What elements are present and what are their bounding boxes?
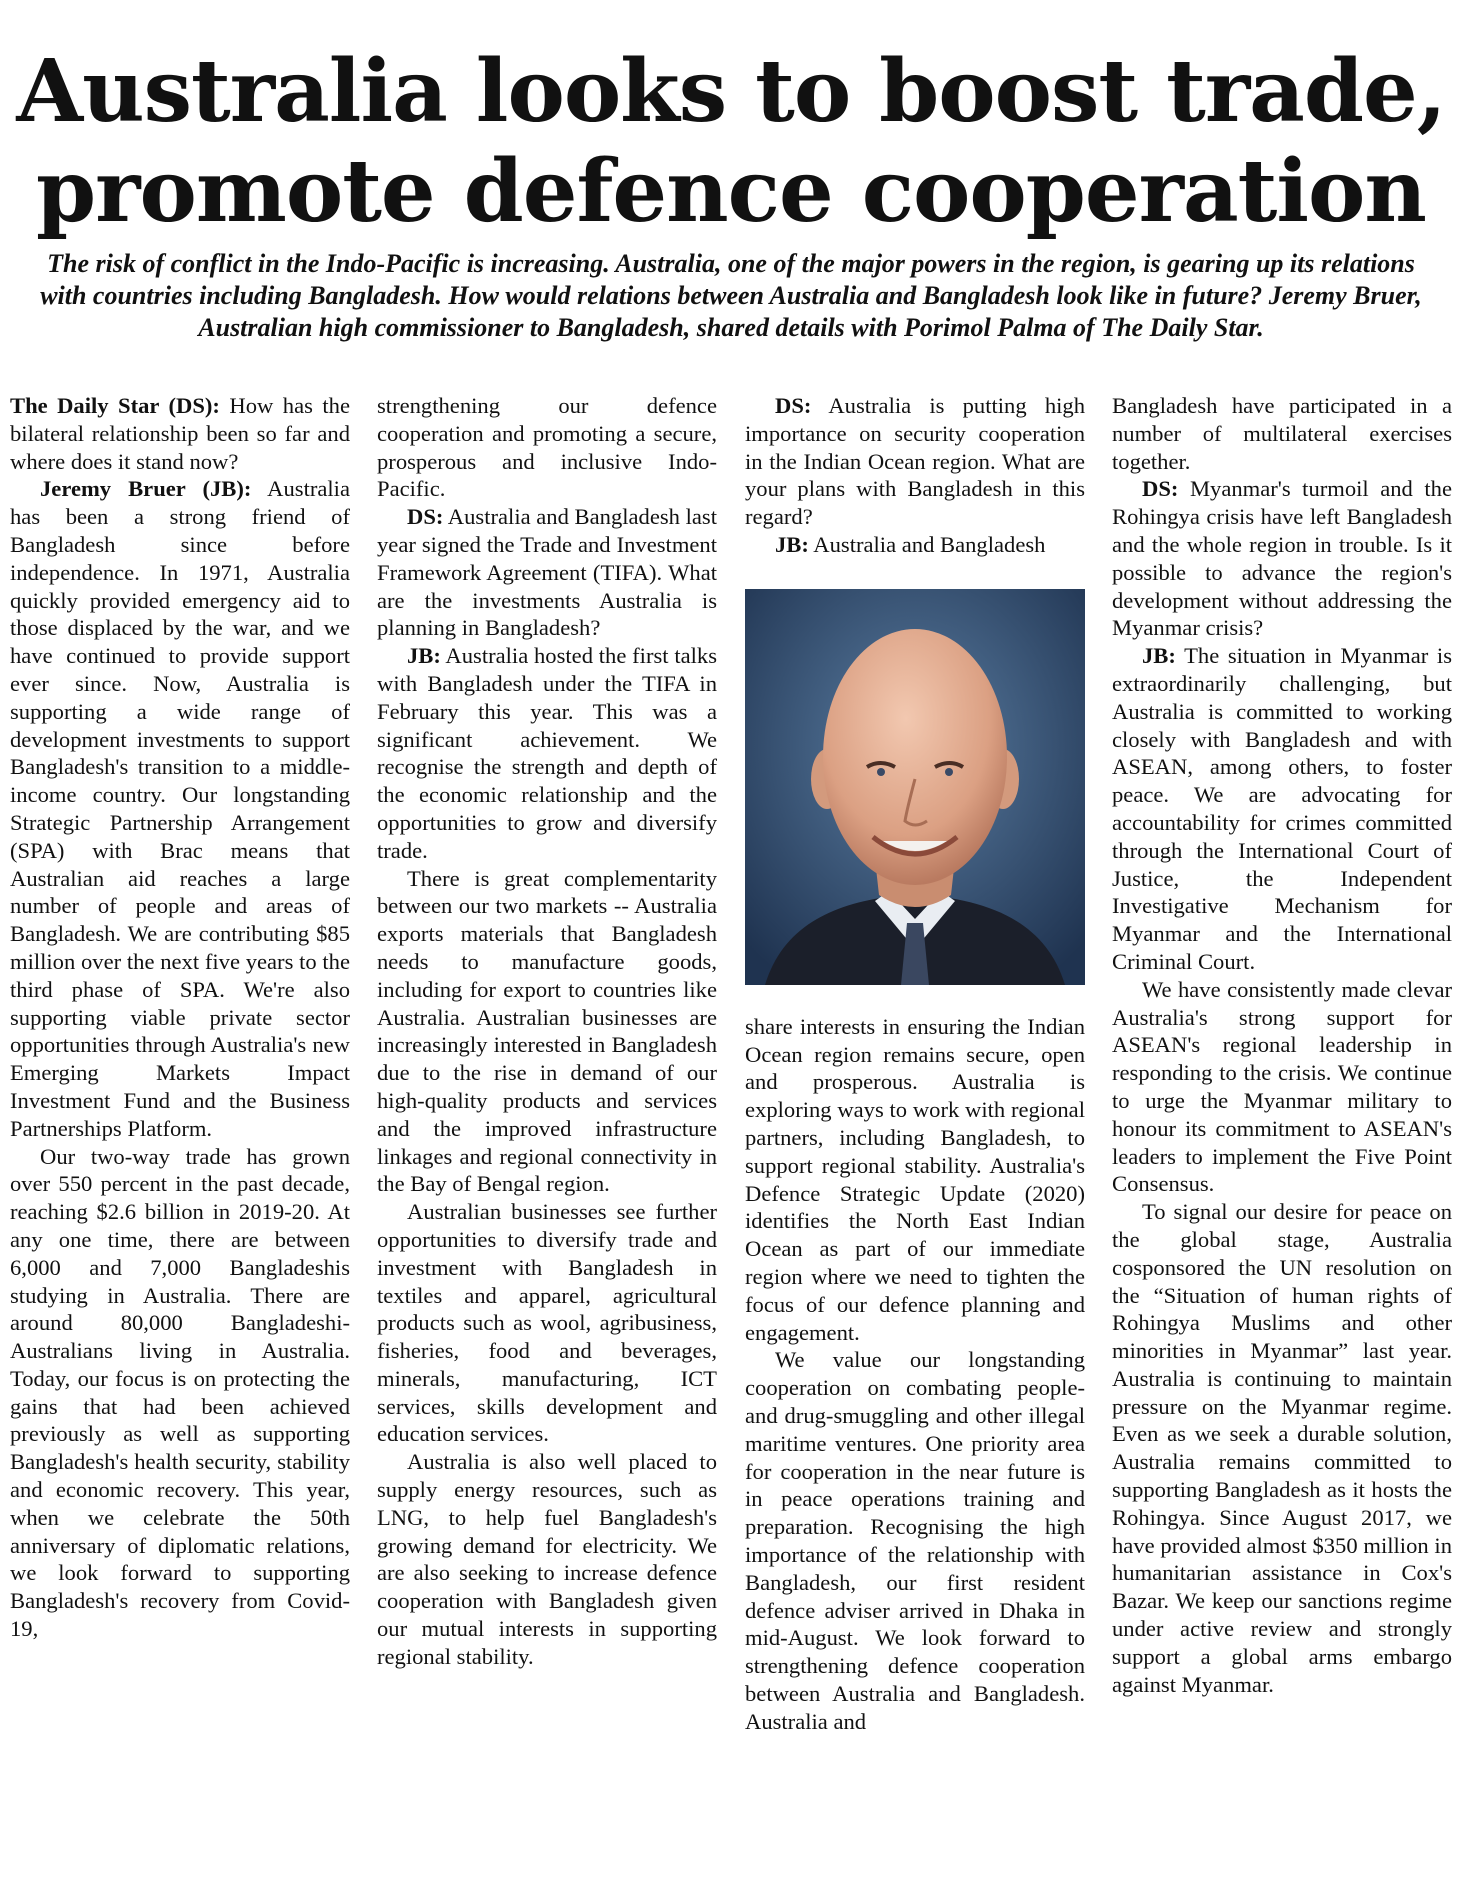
paragraph-text: Australia is putting high importance on security cooperation in the Indian Ocean region. What are your plans with Bangladesh in this regard? [745,393,1085,530]
paragraph [1112,475,1452,642]
paragraph-text: Australia and Bangladesh last year signed the Trade and Investment Framework Agreement (TIFA). What are the investments Australia is planning in Bangladesh? [377,504,717,641]
column-1 [10,392,350,1882]
column-3 [745,392,1085,1882]
headline-line-2: promote defence cooperation [36,141,1426,242]
paragraph-text: Australia has been a strong friend of Bangladesh since before independence. In 1971, Australia quickly provided emergency aid to those displaced by the war, and we have continued to provide support ever since. Now, Australia is supporting a wide range of development investments to support Bangladesh's transition to a middle-income country. Our longstanding Strategic Partnership Arrangement (SPA) with Brac means that Australian aid reaches a large number of people and areas of Bangladesh. We are contributing $85 million over the next five years to the third phase of SPA. We're also supporting viable private sector opportunities through Australia's new Emerging Markets Impact Investment Fund and the Business Partnerships Platform. [10,476,350,1141]
paragraph: strengthening our defence cooperation and promoting a secure, prosperous and inclusive Indo-Pacific. [377,393,717,502]
headline-line-1: Australia looks to boost trade, [16,41,1446,142]
paragraph: To signal our desire for peace on the global stage, Australia cosponsored the UN resolution on the “Situation of human rights of Rohingya Muslims and other minorities in Myanmar” last year. Australia is continuing to maintain pressure on the Myanmar regime. Even as we seek a durable solution, Australia remains committed to supporting Bangladesh as it hosts the Rohingya. Since August 2017, we have provided almost $350 million in humanitarian assistance in Cox's Bazar. We keep our sanctions regime under active review and strongly support a global arms embargo against Myanmar. [1112,1199,1452,1697]
portrait-photo-icon [745,589,1085,985]
paragraph: Bangladesh have participated in a number of multilateral exercises together. [1112,393,1452,474]
paragraph [377,503,717,642]
paragraph [745,392,1085,531]
paragraph: We have consistently made clevar Australia's strong support for ASEAN's regional leadership in responding to the crisis. We continue to urge the Myanmar military to honour its commitment to ASEAN's leaders to implement the Five Point Consensus. [1112,976,1452,1197]
paragraph-text: Myanmar's turmoil and the Rohingya crisis have left Bangladesh and the whole region in trouble. Is it possible to advance the region's development without addressing the Myanmar crisis? [1112,476,1452,641]
paragraph: Our two-way trade has grown over 550 percent in the past decade, reaching $2.6 billion in 2019-20. At any one time, there are between 6,000 and 7,000 Bangladeshis studying in Australia. There are around 80,000 Bangladeshi-Australians living in Australia. Today, our focus is on protecting the gains that had been achieved previously as well as supporting Bangladesh's health security, stability and economic recovery. This year, when we celebrate the 50th anniversary of diplomatic relations, we look forward to supporting Bangladesh's recovery from Covid-19, [10,1143,350,1642]
speaker-label: Jeremy Bruer (JB): [40,476,252,502]
paragraph: There is great complementarity between our two markets -- Australia exports materials that Bangladesh needs to manufacture goods, including for export to countries like Australia. Australian businesses are increasingly interested in Bangladesh due to the rise in demand of our high-quality products and services and the improved infrastructure linkages and regional connectivity in the Bay of Bengal region. [377,865,717,1197]
speaker-label: The Daily Star (DS): [10,393,220,418]
paragraph: Australia is also well placed to supply energy resources, such as LNG, to help fuel Bangladesh's growing demand for electricity. We are also seeking to increase defence cooperation with Bangladesh given our mutual interests in supporting regional stability. [377,1449,717,1669]
speaker-label: JB: [775,531,809,557]
speaker-label: JB: [407,643,441,669]
speaker-label: DS: [407,504,444,530]
paragraph-text: How has the bilateral relationship been so far and where does it stand now? [10,393,350,474]
paragraph [10,475,350,1142]
paragraph [745,531,1085,559]
column-2 [377,392,717,1882]
paragraph: share interests in ensuring the Indian Ocean region remains secure, open and prosperous. Australia is exploring ways to work with regional partners, including Bangladesh, to support regional stability. Australia's Defence Strategic Update (2020) identifies the North East Indian Ocean as part of our immediate region where we need to tighten the focus of our defence planning and engagement. [745,1013,1085,1345]
column-4 [1112,392,1452,1882]
standfirst: The risk of conflict in the Indo-Pacific is increasing. Australia, one of the major powers in the region, is gearing up its relations with countries including Bangladesh. How would relations between Australia and Bangladesh look like in future? Jeremy Bruer, Australian high commissioner to Bangladesh, shared details with Porimol Palma of The Daily Star. [40,249,1422,342]
paragraph: We value our longstanding cooperation on combating people- and drug-smuggling and other illegal maritime ventures. One priority area for cooperation in the near future is in peace operations training and preparation. Recognising the high importance of the relationship with Bangladesh, our first resident defence adviser arrived in Dhaka in mid-August. We look forward to strengthening defence cooperation between Australia and Bangladesh. Australia and [745,1347,1085,1734]
paragraph-text: Australia and Bangladesh [808,531,1046,557]
paragraph [1112,642,1452,976]
paragraph: Australian businesses see further opportunities to diversify trade and investment with Bangladesh in textiles and apparel, agricultural products such as wool, agribusiness, fisheries, food and beverages, minerals, manufacturing, ICT services, skills development and education services. [377,1199,717,1447]
speaker-label: DS: [1142,476,1179,502]
paragraph-text: The situation in Myanmar is extraordinarily challenging, but Australia is committed to working closely with Bangladesh and with ASEAN, among others, to foster peace. We are advocating for accountability for crimes committed through the International Court of Justice, the Independent Investigative Mechanism for Myanmar and the International Criminal Court. [1112,643,1452,974]
speaker-label: JB: [1142,643,1176,669]
headline [0,42,1462,242]
paragraph [10,392,350,475]
paragraph-text: Australia hosted the first talks with Bangladesh under the TIFA in February this year. This was a significant achievement. We recognise the strength and depth of the economic relationship and the opportunities to grow and diversify trade. [377,643,717,863]
speaker-label: DS: [775,393,812,418]
paragraph [377,642,717,864]
article-body [10,392,1452,1882]
